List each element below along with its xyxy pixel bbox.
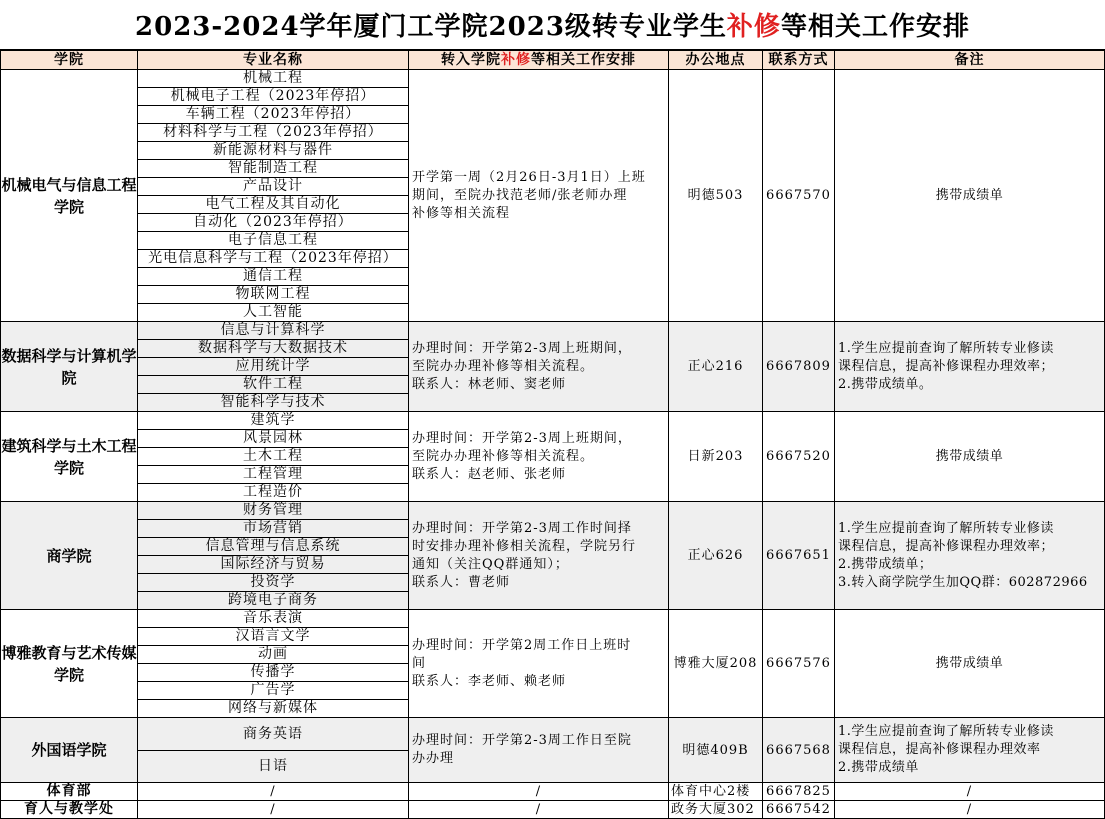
office-cell: 正心216	[669, 322, 763, 412]
major-cell: 应用统计学	[138, 358, 409, 376]
notes-cell	[835, 412, 1105, 502]
office-cell: 体育中心2楼	[669, 783, 763, 801]
contact-cell: 6667542	[763, 801, 835, 819]
major-cell: 财务管理	[138, 502, 409, 520]
page-title	[0, 0, 1105, 50]
major-cell: 通信工程	[138, 268, 409, 286]
arrangement-line: 办理时间：开学第2-3周上班期间，	[412, 340, 632, 356]
contact-cell: 6667568	[763, 718, 835, 783]
header-row	[1, 51, 1105, 70]
header-notes: 备注	[835, 51, 1105, 70]
arrangement-line: 办理时间：开学第2-3周工作日至院	[412, 733, 632, 748]
office-cell: 政务大厦302	[669, 801, 763, 819]
arrangement-line: 期间，至院办找范老师/张老师办理	[412, 187, 628, 203]
title-prefix: 2023-2024学年厦门工学院2023级转专业学生	[135, 12, 727, 42]
major-cell: 广告学	[138, 682, 409, 700]
arrangement-line: 办理时间：开学第2-3周上班期间，	[412, 430, 632, 446]
major-cell: 新能源材料与器件	[138, 142, 409, 160]
notes-cell	[835, 502, 1105, 610]
major-cell: 机械电子工程（2023年停招）	[138, 88, 409, 106]
college-cell: 数据科学与计算机学院	[1, 322, 138, 412]
header-college: 学院	[1, 51, 138, 70]
notes-line: 3.转入商学院学生加QQ群：602872966	[838, 574, 1088, 590]
header-major: 专业名称	[138, 51, 409, 70]
contact-cell: 6667570	[763, 70, 835, 322]
major-cell: 车辆工程（2023年停招）	[138, 106, 409, 124]
arrangement-line: 办理时间：开学第2-3周工作时间择	[412, 520, 632, 536]
major-cell: 数据科学与大数据技术	[138, 340, 409, 358]
college-cell: 商学院	[1, 502, 138, 610]
header-arrangement	[409, 51, 669, 70]
major-cell: 建筑学	[138, 412, 409, 430]
header-office: 办公地点	[669, 51, 763, 70]
contact-cell: 6667520	[763, 412, 835, 502]
major-cell: 商务英语	[138, 718, 409, 751]
arrangement-line: 补修等相关流程	[412, 205, 511, 221]
notes-cell	[835, 322, 1105, 412]
major-cell: 自动化（2023年停招）	[138, 214, 409, 232]
major-cell: 日语	[138, 751, 409, 783]
table-row	[1, 412, 1105, 430]
arrangement-cell: /	[409, 783, 669, 801]
major-cell: 产品设计	[138, 178, 409, 196]
notes-line: 携带成绩单	[935, 655, 1004, 671]
arrangement-cell	[409, 412, 669, 502]
notes-line: 2.携带成绩单；	[838, 556, 933, 572]
arrangement-cell	[409, 70, 669, 322]
contact-cell: 6667576	[763, 610, 835, 718]
arrangement-line: 间	[412, 655, 427, 671]
table-row	[1, 801, 1105, 819]
table-body	[1, 70, 1105, 819]
office-cell: 正心626	[669, 502, 763, 610]
arrangement-cell	[409, 610, 669, 718]
notes-line: 携带成绩单	[935, 448, 1004, 464]
office-cell: 明德503	[669, 70, 763, 322]
major-cell: 光电信息科学与工程（2023年停招）	[138, 250, 409, 268]
table-row	[1, 502, 1105, 520]
major-cell: 土木工程	[138, 448, 409, 466]
major-cell: 电子信息工程	[138, 232, 409, 250]
notes-cell	[835, 610, 1105, 718]
notes-cell: /	[835, 783, 1105, 801]
notes-cell	[835, 718, 1105, 783]
notes-line: 2.携带成绩单	[838, 760, 919, 775]
notes-line: 课程信息，提高补修课程办理效率	[838, 742, 1041, 757]
major-cell: 国际经济与贸易	[138, 556, 409, 574]
arrangement-line: 联系人：林老师、窦老师	[412, 376, 567, 392]
major-cell: 信息与计算科学	[138, 322, 409, 340]
arrangement-line: 至院办办理补修等相关流程。	[412, 448, 595, 464]
arrangement-line: 联系人：李老师、赖老师	[412, 673, 567, 689]
notes-line: 携带成绩单	[935, 187, 1004, 203]
arrangement-line: 办理时间：开学第2周工作日上班时	[412, 637, 632, 653]
notes-cell	[835, 70, 1105, 322]
college-cell: 博雅教育与艺术传媒学院	[1, 610, 138, 718]
major-cell: 智能科学与技术	[138, 394, 409, 412]
contact-cell: 6667651	[763, 502, 835, 610]
notes-line: 课程信息，提高补修课程办理效率；	[838, 538, 1055, 554]
title-highlight: 补修	[726, 12, 781, 42]
major-cell: 汉语言文学	[138, 628, 409, 646]
arrangement-cell	[409, 502, 669, 610]
major-cell: 传播学	[138, 664, 409, 682]
office-cell: 明德409B	[669, 718, 763, 783]
major-cell: 材料科学与工程（2023年停招）	[138, 124, 409, 142]
arrangement-line: 开学第一周（2月26日-3月1日）上班	[412, 169, 646, 185]
major-cell: 智能制造工程	[138, 160, 409, 178]
major-cell: 机械工程	[138, 70, 409, 88]
notes-line: 2.携带成绩单。	[838, 376, 933, 392]
arrangement-cell: /	[409, 801, 669, 819]
major-cell: 投资学	[138, 574, 409, 592]
table-row	[1, 610, 1105, 628]
arrangement-cell	[409, 718, 669, 783]
header-arrangement-pre: 转入学院	[441, 51, 501, 68]
contact-cell: 6667809	[763, 322, 835, 412]
office-cell: 博雅大厦208	[669, 610, 763, 718]
major-cell: 跨境电子商务	[138, 592, 409, 610]
major-cell: /	[138, 783, 409, 801]
major-cell: 工程造价	[138, 484, 409, 502]
college-cell: 育人与教学处	[1, 801, 138, 819]
table-row	[1, 783, 1105, 801]
major-cell: 工程管理	[138, 466, 409, 484]
major-cell: 网络与新媒体	[138, 700, 409, 718]
arrangement-line: 至院办办理补修等相关流程。	[412, 358, 595, 374]
arrangement-line: 办办理	[412, 751, 455, 766]
major-cell: 音乐表演	[138, 610, 409, 628]
header-arrangement-post: 等相关工作安排	[531, 51, 636, 68]
major-cell: 物联网工程	[138, 286, 409, 304]
major-cell: 电气工程及其自动化	[138, 196, 409, 214]
notes-line: 1.学生应提前查询了解所转专业修读	[838, 340, 1054, 356]
major-cell: 市场营销	[138, 520, 409, 538]
notes-cell: /	[835, 801, 1105, 819]
college-cell: 体育部	[1, 783, 138, 801]
college-cell: 机械电气与信息工程学院	[1, 70, 138, 322]
table-row	[1, 718, 1105, 751]
major-cell: 信息管理与信息系统	[138, 538, 409, 556]
major-cell: 动画	[138, 646, 409, 664]
contact-cell: 6667825	[763, 783, 835, 801]
arrangement-line: 联系人：曹老师	[412, 574, 511, 590]
major-cell: 人工智能	[138, 304, 409, 322]
notes-line: 1.学生应提前查询了解所转专业修读	[838, 520, 1054, 536]
college-cell: 外国语学院	[1, 718, 138, 783]
major-cell: 风景园林	[138, 430, 409, 448]
header-contact: 联系方式	[763, 51, 835, 70]
arrangement-line: 时安排办理补修相关流程，学院另行	[412, 538, 637, 554]
table-row	[1, 322, 1105, 340]
notes-line: 课程信息，提高补修课程办理效率；	[838, 358, 1055, 374]
arrangement-line: 通知（关注QQ群通知）；	[412, 556, 569, 572]
title-suffix: 等相关工作安排	[780, 12, 970, 42]
header-arrangement-red: 补修	[501, 51, 531, 68]
arrangement-line: 联系人：赵老师、张老师	[412, 466, 567, 482]
office-cell: 日新203	[669, 412, 763, 502]
notes-line: 1.学生应提前查询了解所转专业修读	[838, 724, 1054, 739]
major-cell: 软件工程	[138, 376, 409, 394]
major-cell: /	[138, 801, 409, 819]
college-cell: 建筑科学与土木工程学院	[1, 412, 138, 502]
arrangement-cell	[409, 322, 669, 412]
arrangement-table	[0, 50, 1105, 819]
table-row	[1, 70, 1105, 88]
